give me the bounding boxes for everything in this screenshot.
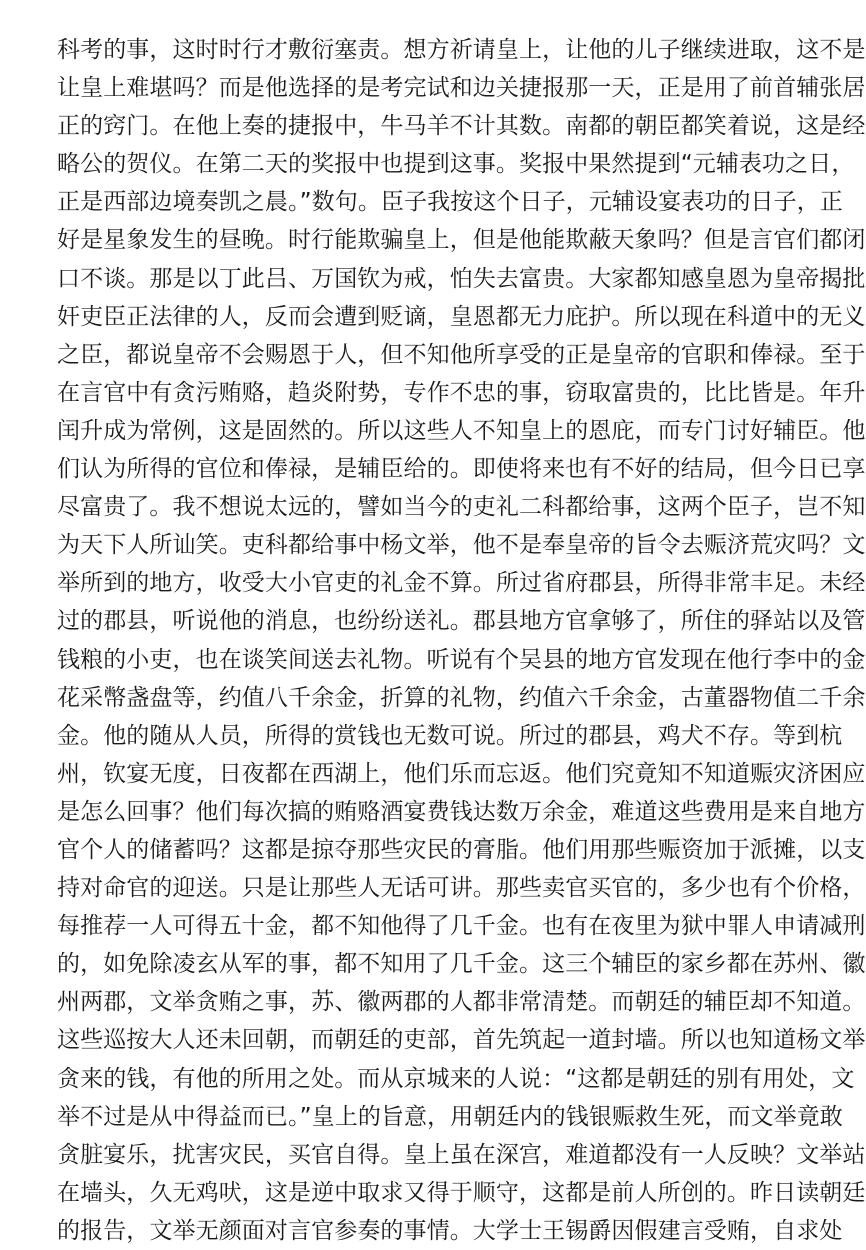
text-line: 让皇上难堪吗？而是他选择的是考完试和边关捷报那一天，正是用了前首辅张居 [57,75,866,102]
text-line: 口不谈。那是以丁此吕、万国钦为戒，怕失去富贵。大家都知感皇恩为皇帝揭批 [57,265,866,292]
text-line: 的报告，文举无颜面对言官参奏的事情。大学士王锡爵因假建言受贿，自求处 [57,1217,843,1244]
text-line: 闰升成为常例，这是固然的。所以这些人不知皇上的恩庇，而专门讨好辅臣。他 [57,417,866,444]
text-line: 好是星象发生的昼晚。时行能欺骗皇上，但是他能欺蔽天象吗？但是言官们都闭 [57,227,866,254]
text-line: 奸吏臣正法律的人，反而会遭到贬谪，皇恩都无力庇护。所以现在科道中的无义 [57,303,866,330]
text-line: 是怎么回事？他们每次搞的贿赂酒宴费钱达数万余金，难道这些费用是来自地方 [57,798,866,825]
text-line: 贪脏宴乐，扰害灾民，买官自得。皇上虽在深宫，难道都没有一人反映？文举站 [57,1141,866,1168]
text-line: 之臣，都说皇帝不会赐恩于人，但不知他所享受的正是皇帝的官职和俸禄。至于 [57,341,866,368]
text-line: 州两郡，文举贪贿之事，苏、徽两郡的人都非常清楚。而朝廷的辅臣却不知道。 [57,989,866,1016]
text-line: 科考的事，这时时行才敷衍塞责。想方祈请皇上，让他的儿子继续进取，这不是 [57,37,866,63]
text-line: 尽富贵了。我不想说太远的，譬如当今的吏礼二科都给事，这两个臣子，岂不知 [57,494,866,521]
text-line: 略公的贺仪。在第二天的奖报中也提到这事。奖报中果然提到“元辅表功之日， [57,151,855,178]
text-line: 在墙头，久无鸡吠，这是逆中取求又得于顺守，这都是前人所创的。昨日读朝廷 [57,1179,866,1206]
text-line: 们认为所得的官位和俸禄，是辅臣给的。即使将来也有不好的结局，但今日已享 [57,456,866,483]
body-text [57,31,866,1250]
text-line: 贪来的钱，有他的所用之处。而从京城来的人说：“这都是朝廷的别有用处，文 [57,1065,855,1092]
text-line: 为天下人所讪笑。吏科都给事中杨文举，他不是奉皇帝的旨令去赈济荒灾吗？文 [57,532,866,559]
text-line: 正是西部边境奏凯之晨。”数句。臣子我按这个日子，元辅设宴表功的日子，正 [57,189,843,216]
text-line: 官个人的储蓄吗？这都是掠夺那些灾民的膏脂。他们用那些赈资加于派摊，以支 [57,836,866,863]
text-line: 举不过是从中得益而已。”皇上的旨意，用朝廷内的钱银赈救生死，而文举竟敢 [57,1103,843,1130]
text-line: 举所到的地方，收受大小官吏的礼金不算。所过省府郡县，所得非常丰足。未经 [57,570,866,597]
text-line: 的，如免除凌玄从军的事，都不知用了几千金。这三个辅臣的家乡都在苏州、徽 [57,951,866,978]
text-line: 在言官中有贪污贿赂，趋炎附势，专作不忠的事，窃取富贵的，比比皆是。年升 [57,379,866,406]
text-line: 州，钦宴无度，日夜都在西湖上，他们乐而忘返。他们究竟知不知道赈灾济困应 [57,760,866,787]
text-line: 金。他的随从人员，所得的赏钱也无数可说。所过的郡县，鸡犬不存。等到杭 [57,722,843,749]
text-line: 每推荐一人可得五十金，都不知他得了几千金。也有在夜里为狱中罪人申请减刑 [57,913,866,940]
text-line: 正的窍门。在他上奏的捷报中，牛马羊不计其数。南都的朝臣都笑着说，这是经 [57,113,866,140]
text-line: 过的郡县，听说他的消息，也纷纷送礼。郡县地方官拿够了，所住的驿站以及管 [57,608,866,635]
text-line: 花采幣盏盘等，约值八千余金，折算的礼物，约值六千余金，古董器物值二千余 [57,684,866,711]
text-line: 持对命官的迎送。只是让那些人无话可讲。那些卖官买官的，多少也有个价格， [57,875,866,902]
text-line: 钱粮的小吏，也在谈笑间送去礼物。听说有个吴县的地方官发现在他行李中的金 [57,646,866,673]
text-line: 这些巡按大人还未回朝，而朝廷的吏部，首先筑起一道封墙。所以也知道杨文举 [57,1027,866,1054]
